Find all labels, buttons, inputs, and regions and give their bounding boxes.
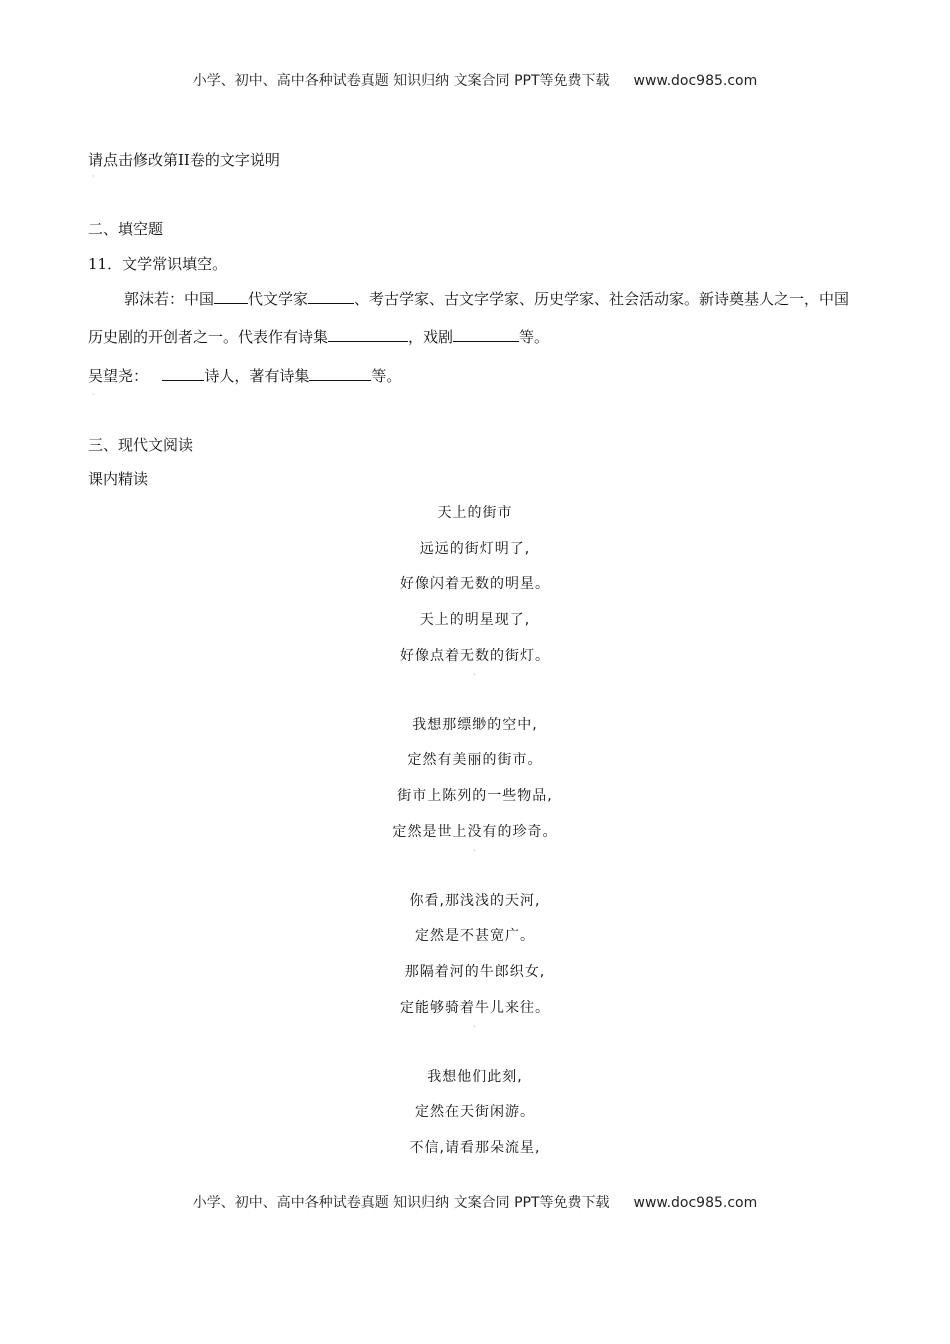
header-url[interactable]: www.doc985.com — [633, 73, 758, 89]
footer-text: 小学、初中、高中各种试卷真题 知识归纳 文案合同 PPT等免费下载 — [192, 1195, 610, 1211]
poem-line: 我想那缥缈的空中, — [412, 717, 538, 733]
poem-title: 天上的街市 — [437, 505, 513, 521]
blank-1[interactable] — [214, 287, 248, 304]
poem-line: 定然是世上没有的珍奇。 — [392, 824, 558, 840]
poem-line: 好像点着无数的街灯。 — [400, 648, 550, 664]
blank-3[interactable] — [328, 325, 408, 342]
poem-line: 不信,请看那朵流星, — [409, 1140, 541, 1156]
section-subtitle: 课内精读 — [88, 470, 149, 488]
volume-note: 请点击修改第II卷的文字说明 — [88, 151, 280, 169]
poem-line: 定然有美丽的街市。 — [407, 752, 543, 768]
paragraph-mark: · — [92, 172, 95, 181]
poem-line: 那隔着河的牛郎织女, — [404, 964, 546, 980]
poem-line: 街市上陈列的一些物品, — [397, 788, 553, 804]
blank-5[interactable] — [162, 364, 204, 381]
paragraph-mark: · — [92, 390, 95, 399]
stanza-break: · — [472, 670, 478, 681]
page-footer — [0, 1192, 950, 1212]
poem-line: 好像闪着无数的明星。 — [400, 576, 550, 592]
poem-line: 定然在天街闲游。 — [415, 1104, 535, 1120]
wu-wangyao-line: 吴望尧： 诗人，著有诗集 等。 — [88, 364, 401, 386]
page-header — [0, 70, 950, 90]
poem-line: 你看,那浅浅的天河, — [409, 893, 541, 909]
header-text: 小学、初中、高中各种试卷真题 知识归纳 文案合同 PPT等免费下载 — [192, 73, 610, 89]
blank-6[interactable] — [309, 364, 371, 381]
section-title-reading: 三、现代文阅读 — [88, 436, 194, 454]
poem-line: 定能够骑着牛儿来往。 — [400, 1000, 550, 1016]
stanza-break: · — [472, 846, 478, 857]
poem-line: 定然是不甚宽广。 — [415, 928, 535, 944]
blank-4[interactable] — [453, 325, 519, 342]
guo-moruo-paragraph: 郭沫若：中国 代文学家 、考古学家、古文字学家、历史学家、社会活动家。新诗奠基人之一，中国历史剧的开创者之一。代表作有诗集 ，戏剧 等。 — [88, 280, 858, 356]
blank-2[interactable] — [308, 287, 354, 304]
section-title-fill-blank: 二、填空题 — [88, 220, 164, 238]
stanza-break: · — [472, 1022, 478, 1033]
poem-line: 天上的明星现了, — [419, 612, 531, 628]
question-11: 11．文学常识填空。 — [88, 255, 228, 273]
footer-url[interactable]: www.doc985.com — [633, 1195, 758, 1211]
poem-line: 远远的街灯明了, — [419, 541, 531, 557]
poem-line: 我想他们此刻, — [427, 1069, 523, 1085]
